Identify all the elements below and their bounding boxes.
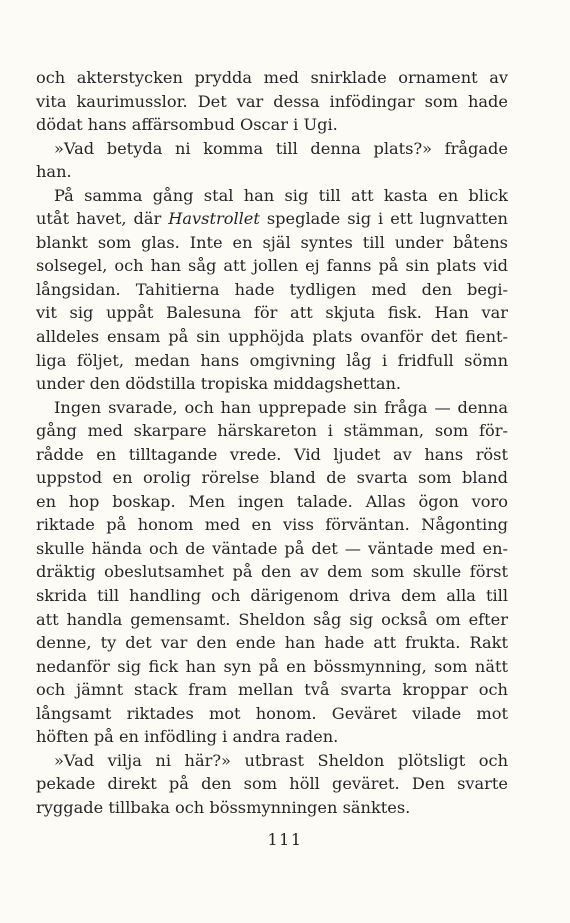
text-line: blankt som glas. Inte en själ syntes till under båtens bbox=[36, 232, 508, 252]
text-span: speglade sig i ett lugnvatten bbox=[259, 209, 508, 229]
text-line: vita kaurimusslor. Det var dessa infödingar som hade bbox=[36, 91, 508, 111]
text-line: uppstod en orolig rörelse bland de svarta som bland bbox=[36, 468, 508, 488]
page-number: 111 bbox=[267, 830, 303, 849]
text-line: riktade på honom med en viss förväntan. Någonting bbox=[36, 515, 508, 535]
text-line: vit sig uppåt Balesuna för att skjuta fisk. Han var bbox=[36, 303, 508, 323]
text-line: höften på en infödling i andra raden. bbox=[36, 727, 339, 747]
text-line: skulle hända och de väntade på det — väntade med en- bbox=[36, 538, 508, 558]
text-line: långsamt riktades mot honom. Geväret vilade mot bbox=[36, 703, 508, 723]
text-line: han. bbox=[36, 162, 72, 182]
text-line: dödat hans affärsombud Oscar i Ugi. bbox=[36, 115, 338, 135]
text-line: dräktig obeslutsamhet på den av dem som skulle först bbox=[36, 562, 508, 582]
text-line: nedanför sig fick han syn på en bössmynning, som nätt bbox=[36, 656, 508, 676]
text-line: och akterstycken prydda med snirklade ornament av bbox=[36, 68, 508, 87]
text-line: liga följet, medan hans omgivning låg i fridfull sömn bbox=[36, 350, 508, 370]
text-line: under den dödstilla tropiska middagshettan. bbox=[36, 374, 402, 394]
text-line: ryggade tillbaka och bössmynningen sänktes. bbox=[36, 797, 411, 817]
text-line: gång med skarpare härskareton i stämman, som för- bbox=[36, 421, 508, 441]
text-line: långsidan. Tahitierna hade tydligen med den begi- bbox=[36, 279, 508, 299]
text-line: denne, ty det var den ende han hade att frukta. Rakt bbox=[36, 633, 508, 653]
page-text-block bbox=[36, 66, 508, 820]
text-line: »Vad betyda ni komma till denna plats?» frågade bbox=[54, 138, 508, 158]
text-line: solsegel, och han såg att jollen ej fanns på sin plats vid bbox=[36, 256, 508, 276]
text-line: På samma gång stal han sig till att kasta en blick bbox=[54, 185, 508, 205]
text-line: att handla gemensamt. Sheldon såg sig också om efter bbox=[36, 609, 508, 629]
text-line: rådde en tilltagande vrede. Vid ljudet av hans röst bbox=[36, 444, 508, 464]
text-line: skrida till handling och därigenom driva dem alla till bbox=[36, 586, 508, 606]
text-line bbox=[36, 207, 508, 231]
text-span: utåt havet, där bbox=[36, 209, 169, 229]
text-line: alldeles ensam på sin upphöjda plats ovanför det fient- bbox=[36, 327, 508, 347]
text-line: en hop boskap. Men ingen talade. Allas ögon voro bbox=[36, 491, 508, 511]
text-line: och jämnt stack fram mellan två svarta kroppar och bbox=[36, 680, 508, 700]
text-line: Ingen svarade, och han upprepade sin fråga — denna bbox=[54, 397, 508, 417]
ship-name: Havstrollet bbox=[168, 209, 260, 229]
text-line: pekade direkt på den som höll geväret. Den svarte bbox=[36, 774, 508, 794]
text-line: »Vad vilja ni här?» utbrast Sheldon plötsligt och bbox=[54, 750, 508, 770]
